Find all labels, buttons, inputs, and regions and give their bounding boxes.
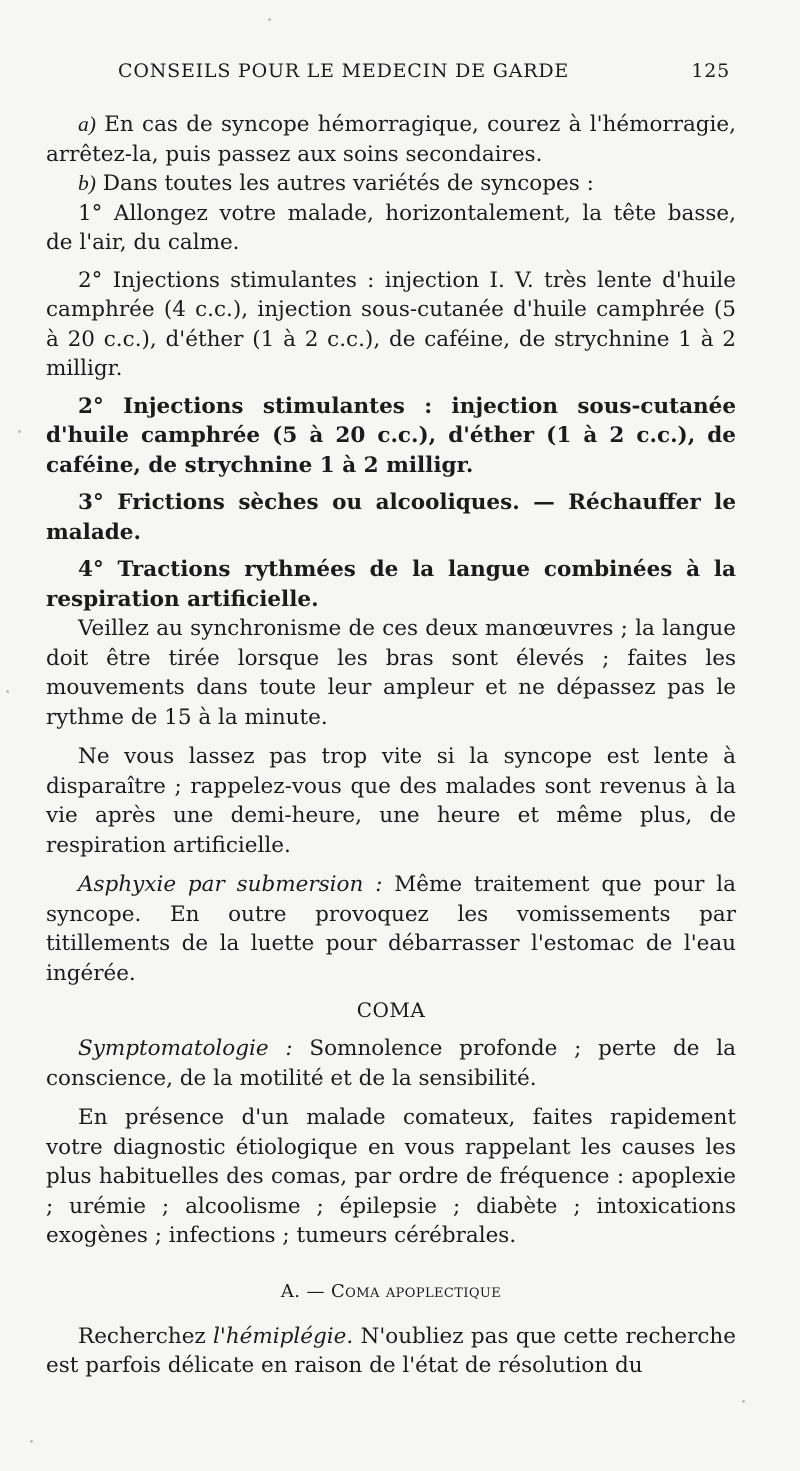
paragraph-text: Même traitement que pour la syncope. En outre provoquez les vomissements par titillements de la luette pour débarrasser l'estomac de l'eau ingérée. [46, 872, 736, 986]
paragraph-asphyxia [46, 870, 736, 988]
paragraph-synchronism: Veillez au synchronisme de ces deux manœuvres ; la langue doit être tirée lorsque les bras sont élevés ; faites les mouvements dans toute leur ampleur et ne dépassez pas le rythme de 15 à la minute. [46, 616, 736, 730]
paragraph-text: Recherchez [78, 1323, 206, 1349]
scan-speck [268, 18, 271, 21]
sub-heading-text: Coma apoplectique [331, 1280, 502, 1302]
sub-heading-prefix: A. — [280, 1280, 325, 1302]
paragraph-symptomatology [46, 1034, 736, 1093]
hemiplegia-term: l'hémiplégie. [213, 1323, 354, 1349]
scan-speck [6, 690, 9, 693]
paragraph-text: N'oubliez pas que cette recherche est parfois délicate en raison de l'état de résolution du [46, 1323, 736, 1378]
symptomatology-lead: Symptomatologie : [78, 1036, 293, 1061]
item-label-b: b) [78, 171, 96, 195]
page-header [46, 60, 736, 110]
paragraph-text: En cas de syncope hémorragique, courez à l'hémorragie, arrêtez-la, puis passez aux soins secondaires. [46, 112, 736, 167]
paragraph-text: Dans toutes les autres variétés de syncopes : [102, 171, 594, 196]
page-number: 125 [691, 60, 730, 82]
running-title: CONSEILS POUR LE MEDECIN DE GARDE [118, 60, 570, 82]
item-label-a: a) [78, 112, 96, 136]
section-heading-coma: COMA [356, 998, 426, 1022]
paragraph-hemiplegia [46, 1322, 736, 1381]
step-lay-down: 1° Allongez votre malade, horizontalement, la tête basse, de l'air, du calme. [46, 200, 736, 255]
scan-speck [18, 430, 21, 433]
sub-heading-apoplectic-coma [46, 1281, 736, 1302]
step-injections-sc: 2° Injections stimulantes : injection sous-cutanée d'huile camphrée (5 à 20 c.c.), d'éther (1 à 2 c.c.), de caféine, de strychnine 1 à 2 milligr. [46, 393, 736, 478]
step-tractions: 4° Tractions rythmées de la langue combinées à la respiration artificielle. [46, 557, 736, 612]
step-frictions: 3° Frictions sèches ou alcooliques. — Réchauffer le malade. [46, 490, 736, 545]
step-injections-iv: 2° Injections stimulantes : injection I. V. très lente d'huile camphrée (4 c.c.), injection sous-cutanée d'huile camphrée (5 à 20 c.c.), d'éther (1 à 2 c.c.), de caféine, de strychnine 1 à 2 milligr. [46, 267, 736, 381]
asphyxia-lead: Asphyxie par submersion : [78, 872, 383, 897]
paragraph-hemorrhagic-syncope [46, 110, 736, 169]
paragraph-patience: Ne vous lassez pas trop vite si la syncope est lente à disparaître ; rappelez-vous que des malades sont revenus à la vie après une demi-heure, une heure et même plus, de respiration artificielle. [46, 744, 736, 858]
paragraph-diagnosis: En présence d'un malade comateux, faites rapidement votre diagnostic étiologique en vous rappelant les causes les plus habituelles des comas, par ordre de fréquence : apoplexie ; urémie ; alcoolisme ; épilepsie ; diabète ; intoxications exogènes ; infections ; tumeurs cérébrales. [46, 1105, 736, 1248]
paragraph-text: Somnolence profonde ; perte de la conscience, de la motilité et de la sensibilité. [46, 1036, 736, 1091]
scan-speck [30, 1440, 33, 1443]
paragraph-other-syncopes [46, 169, 736, 199]
scan-speck [742, 1400, 745, 1403]
book-page [46, 60, 736, 1381]
